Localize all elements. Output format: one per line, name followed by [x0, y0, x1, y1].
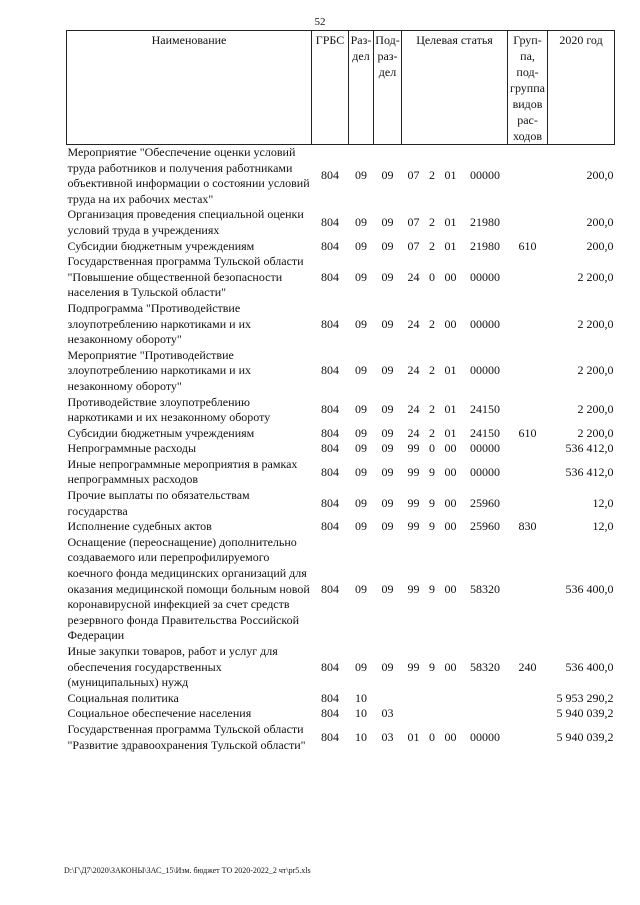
row-name: Субсидии бюджетным учреждениям: [67, 425, 255, 440]
row-podrazdel: 09: [381, 425, 394, 440]
table-row: [67, 722, 615, 753]
row-target-program: 24: [407, 402, 420, 417]
row-grbs: 804: [321, 425, 339, 440]
row-amount: 2 200,0: [577, 363, 614, 378]
table-row: [67, 691, 615, 707]
row-name: Мероприятие "Обеспечение оценки условий труда работников и получения работниками объективной информации о состоянии условий труда на их рабочих местах": [67, 145, 310, 206]
row-name: Иные непрограммные мероприятия в рамках непрограммных расходов: [67, 456, 298, 487]
row-amount: 536 412,0: [565, 441, 614, 456]
row-expense-group: [508, 301, 548, 348]
row-target-program: 24: [407, 316, 420, 331]
row-amount: 536 400,0: [565, 581, 614, 596]
row-razdel: 09: [355, 495, 367, 510]
row-target-event: 00: [444, 659, 457, 674]
row-razdel: 10: [355, 706, 367, 721]
row-amount: 12,0: [592, 495, 614, 510]
row-podrazdel: 09: [381, 316, 394, 331]
row-expense-group: [508, 348, 548, 395]
row-target-direction: 00000: [470, 441, 500, 456]
row-amount: 536 400,0: [565, 659, 614, 674]
row-target-event: 01: [444, 238, 457, 253]
budget-table: [66, 30, 615, 753]
row-target-subprogram: 2: [429, 316, 435, 331]
row-target-program: 07: [407, 215, 420, 230]
row-grbs: 804: [321, 464, 339, 479]
table-row: [67, 426, 615, 442]
row-podrazdel: 03: [381, 706, 394, 721]
row-amount: 2 200,0: [577, 316, 614, 331]
row-amount: 12,0: [592, 519, 614, 534]
row-target-direction: 58320: [470, 659, 500, 674]
row-podrazdel: 09: [381, 441, 394, 456]
row-target-direction: 58320: [470, 581, 500, 596]
row-grbs: 804: [321, 690, 339, 705]
row-grbs: 804: [321, 706, 339, 721]
row-grbs: 804: [321, 581, 339, 596]
row-expense-group: 240: [518, 659, 537, 674]
row-podrazdel: 09: [381, 168, 394, 183]
row-expense-group: [508, 535, 548, 644]
row-target-program: 99: [407, 495, 420, 510]
row-amount: 536 412,0: [565, 464, 614, 479]
row-razdel: 09: [355, 659, 367, 674]
row-name: Исполнение судебных актов: [67, 519, 212, 534]
row-target-direction: 25960: [470, 519, 500, 534]
row-target-program: 99: [407, 519, 420, 534]
row-amount: 2 200,0: [577, 269, 614, 284]
row-target-subprogram: [426, 691, 439, 707]
row-target-direction: 21980: [470, 238, 500, 253]
row-expense-group: [508, 207, 548, 238]
row-expense-group: [508, 441, 548, 457]
row-target-direction: 00000: [470, 363, 500, 378]
table-header-row: [67, 31, 615, 145]
row-target-event: 00: [444, 581, 457, 596]
col-header-grbs: ГРБС: [312, 31, 349, 145]
row-target-direction: 00000: [470, 729, 500, 744]
row-podrazdel: 09: [381, 519, 394, 534]
row-target-subprogram: 2: [429, 215, 435, 230]
row-target-program: [402, 691, 426, 707]
row-target-event: 00: [444, 269, 457, 284]
row-target-subprogram: 0: [429, 269, 435, 284]
row-expense-group: [508, 395, 548, 426]
row-razdel: 09: [355, 269, 367, 284]
row-name: Подпрограмма "Противодействие злоупотреблению наркотиками и их незаконному обороту": [67, 300, 251, 347]
row-target-event: 00: [444, 519, 457, 534]
table-row: [67, 644, 615, 691]
row-target-program: 99: [407, 659, 420, 674]
table-row: [67, 254, 615, 301]
page-number: 52: [314, 16, 326, 28]
row-amount: 5 940 039,2: [556, 706, 614, 721]
row-grbs: 804: [321, 729, 339, 744]
row-name: Иные закупки товаров, работ и услуг для обеспечения государственных (муниципальных) нужд: [67, 644, 278, 690]
row-grbs: 804: [321, 238, 339, 253]
col-header-name: Наименование: [67, 31, 312, 145]
row-grbs: 804: [321, 519, 339, 534]
row-podrazdel: 09: [381, 215, 394, 230]
row-target-subprogram: 9: [429, 519, 435, 534]
col-header-razdel: Раз- дел: [349, 31, 374, 145]
table-row: [67, 706, 615, 722]
row-expense-group: 610: [518, 425, 537, 440]
row-target-event: 01: [444, 425, 457, 440]
row-razdel: 09: [355, 238, 367, 253]
row-target-direction: 25960: [470, 495, 500, 510]
row-grbs: 804: [321, 269, 339, 284]
row-target-direction: 00000: [470, 316, 500, 331]
row-razdel: 09: [355, 215, 367, 230]
row-target-subprogram: 9: [429, 495, 435, 510]
row-target-subprogram: 9: [429, 464, 435, 479]
row-grbs: 804: [321, 441, 339, 456]
row-name: Оснащение (переоснащение) дополнительно создаваемого или перепрофилируемого коечного фонда медицинских организаций для оказания медицинской помощи больным новой коронавирусной инфекцией за счет средств резервного фонда Правительства Российской Федерации: [67, 534, 310, 643]
row-target-event: 01: [444, 402, 457, 417]
row-grbs: 804: [321, 316, 339, 331]
table-row: [67, 441, 615, 457]
row-target-direction: 00000: [470, 464, 500, 479]
col-header-year: 2020 год: [548, 31, 615, 145]
row-target-direction: 00000: [470, 269, 500, 284]
row-target-event: 00: [444, 729, 457, 744]
row-amount: 2 200,0: [577, 425, 614, 440]
row-target-direction: 00000: [470, 168, 500, 183]
table-row: [67, 395, 615, 426]
row-name: Мероприятие "Противодействие злоупотреблению наркотиками и их незаконному обороту": [67, 347, 251, 393]
row-amount: 200,0: [586, 168, 614, 183]
row-name: Прочие выплаты по обязательствам государства: [67, 488, 250, 518]
row-podrazdel: 09: [381, 402, 394, 417]
row-name: Социальное обеспечение населения: [67, 706, 252, 721]
row-target-subprogram: 2: [429, 402, 435, 417]
row-razdel: 09: [355, 425, 367, 440]
row-razdel: 09: [355, 402, 367, 417]
row-grbs: 804: [321, 659, 339, 674]
row-target-direction: 21980: [470, 215, 500, 230]
row-razdel: 09: [355, 316, 367, 331]
col-header-group: Груп- па, под- группа видов рас- ходов: [508, 31, 548, 145]
row-razdel: 09: [355, 519, 367, 534]
row-target-subprogram: 2: [429, 363, 435, 378]
table-row: [67, 535, 615, 644]
row-expense-group: 830: [518, 519, 537, 534]
row-target-subprogram: 0: [429, 441, 435, 456]
row-podrazdel: 09: [381, 659, 394, 674]
row-target-event: 01: [444, 168, 457, 183]
row-amount: 200,0: [586, 238, 614, 253]
row-grbs: 804: [321, 363, 339, 378]
col-header-target: Целевая статья: [402, 31, 508, 145]
row-podrazdel: 09: [381, 464, 394, 479]
row-razdel: 09: [355, 363, 367, 378]
row-target-program: 07: [407, 238, 420, 253]
row-name: Государственная программа Тульской области "Развитие здравоохранения Тульской области": [67, 721, 306, 752]
row-razdel: 10: [355, 729, 367, 744]
row-grbs: 804: [321, 402, 339, 417]
row-razdel: 09: [355, 464, 367, 479]
table-row: [67, 145, 615, 208]
row-target-direction: 24150: [470, 402, 500, 417]
row-expense-group: [508, 691, 548, 707]
row-target-subprogram: 2: [429, 238, 435, 253]
row-podrazdel: 09: [381, 495, 394, 510]
row-expense-group: [508, 145, 548, 208]
row-name: Непрограммные расходы: [67, 441, 197, 456]
row-podrazdel: [374, 691, 402, 707]
row-razdel: 09: [355, 581, 367, 596]
row-target-program: [402, 706, 426, 722]
row-podrazdel: 03: [381, 729, 394, 744]
row-podrazdel: 09: [381, 238, 394, 253]
row-target-event: 00: [444, 464, 457, 479]
row-target-direction: [463, 691, 508, 707]
row-grbs: 804: [321, 168, 339, 183]
row-grbs: 804: [321, 495, 339, 510]
row-expense-group: 610: [518, 238, 537, 253]
row-amount: 5 940 039,2: [556, 729, 614, 744]
row-podrazdel: 09: [381, 581, 394, 596]
row-target-event: [439, 691, 463, 707]
row-target-event: 00: [444, 495, 457, 510]
row-target-subprogram: 0: [429, 729, 435, 744]
row-amount: 2 200,0: [577, 402, 614, 417]
row-target-program: 24: [407, 425, 420, 440]
row-target-program: 24: [407, 269, 420, 284]
row-target-subprogram: 2: [429, 425, 435, 440]
row-target-subprogram: [426, 706, 439, 722]
row-target-subprogram: 9: [429, 659, 435, 674]
row-podrazdel: 09: [381, 269, 394, 284]
row-expense-group: [508, 706, 548, 722]
row-podrazdel: 09: [381, 363, 394, 378]
row-grbs: 804: [321, 215, 339, 230]
row-razdel: 09: [355, 441, 367, 456]
file-path-footer: D:\Г\Д7\2020\ЗАКОНЫ\ЗАС_15\Изм. бюджет ТО 2020-2022_2 чт\pr5.xls: [64, 866, 311, 875]
row-target-subprogram: 2: [429, 168, 435, 183]
row-target-event: [439, 706, 463, 722]
row-target-program: 99: [407, 581, 420, 596]
row-target-program: 99: [407, 464, 420, 479]
row-target-program: 99: [407, 441, 420, 456]
row-target-program: 01: [407, 729, 420, 744]
row-name: Социальная политика: [67, 690, 179, 705]
row-target-event: 00: [444, 441, 457, 456]
row-target-direction: 24150: [470, 425, 500, 440]
row-amount: 200,0: [586, 215, 614, 230]
table-row: [67, 348, 615, 395]
row-expense-group: [508, 457, 548, 488]
row-target-direction: [463, 706, 508, 722]
row-name: Организация проведения специальной оценки условий труда в учреждениях: [67, 207, 304, 237]
row-amount: 5 953 290,2: [556, 690, 614, 705]
row-target-event: 01: [444, 363, 457, 378]
table-row: [67, 207, 615, 238]
row-expense-group: [508, 254, 548, 301]
table-row: [67, 239, 615, 255]
row-target-event: 01: [444, 215, 457, 230]
row-target-program: 24: [407, 363, 420, 378]
row-target-program: 07: [407, 168, 420, 183]
row-target-event: 00: [444, 316, 457, 331]
row-name: Противодействие злоупотреблению наркотиками и их незаконному обороту: [67, 394, 271, 425]
table-row: [67, 488, 615, 519]
row-razdel: 09: [355, 168, 367, 183]
row-target-subprogram: 9: [429, 581, 435, 596]
row-expense-group: [508, 722, 548, 753]
row-razdel: 10: [355, 690, 367, 705]
row-name: Субсидии бюджетным учреждениям: [67, 238, 255, 253]
table-row: [67, 301, 615, 348]
col-header-podrazdel: Под- раз- дел: [374, 31, 402, 145]
table-row: [67, 457, 615, 488]
row-name: Государственная программа Тульской области "Повышение общественной безопасности населения в Тульской области": [67, 254, 304, 300]
row-expense-group: [508, 488, 548, 519]
table-row: [67, 519, 615, 535]
